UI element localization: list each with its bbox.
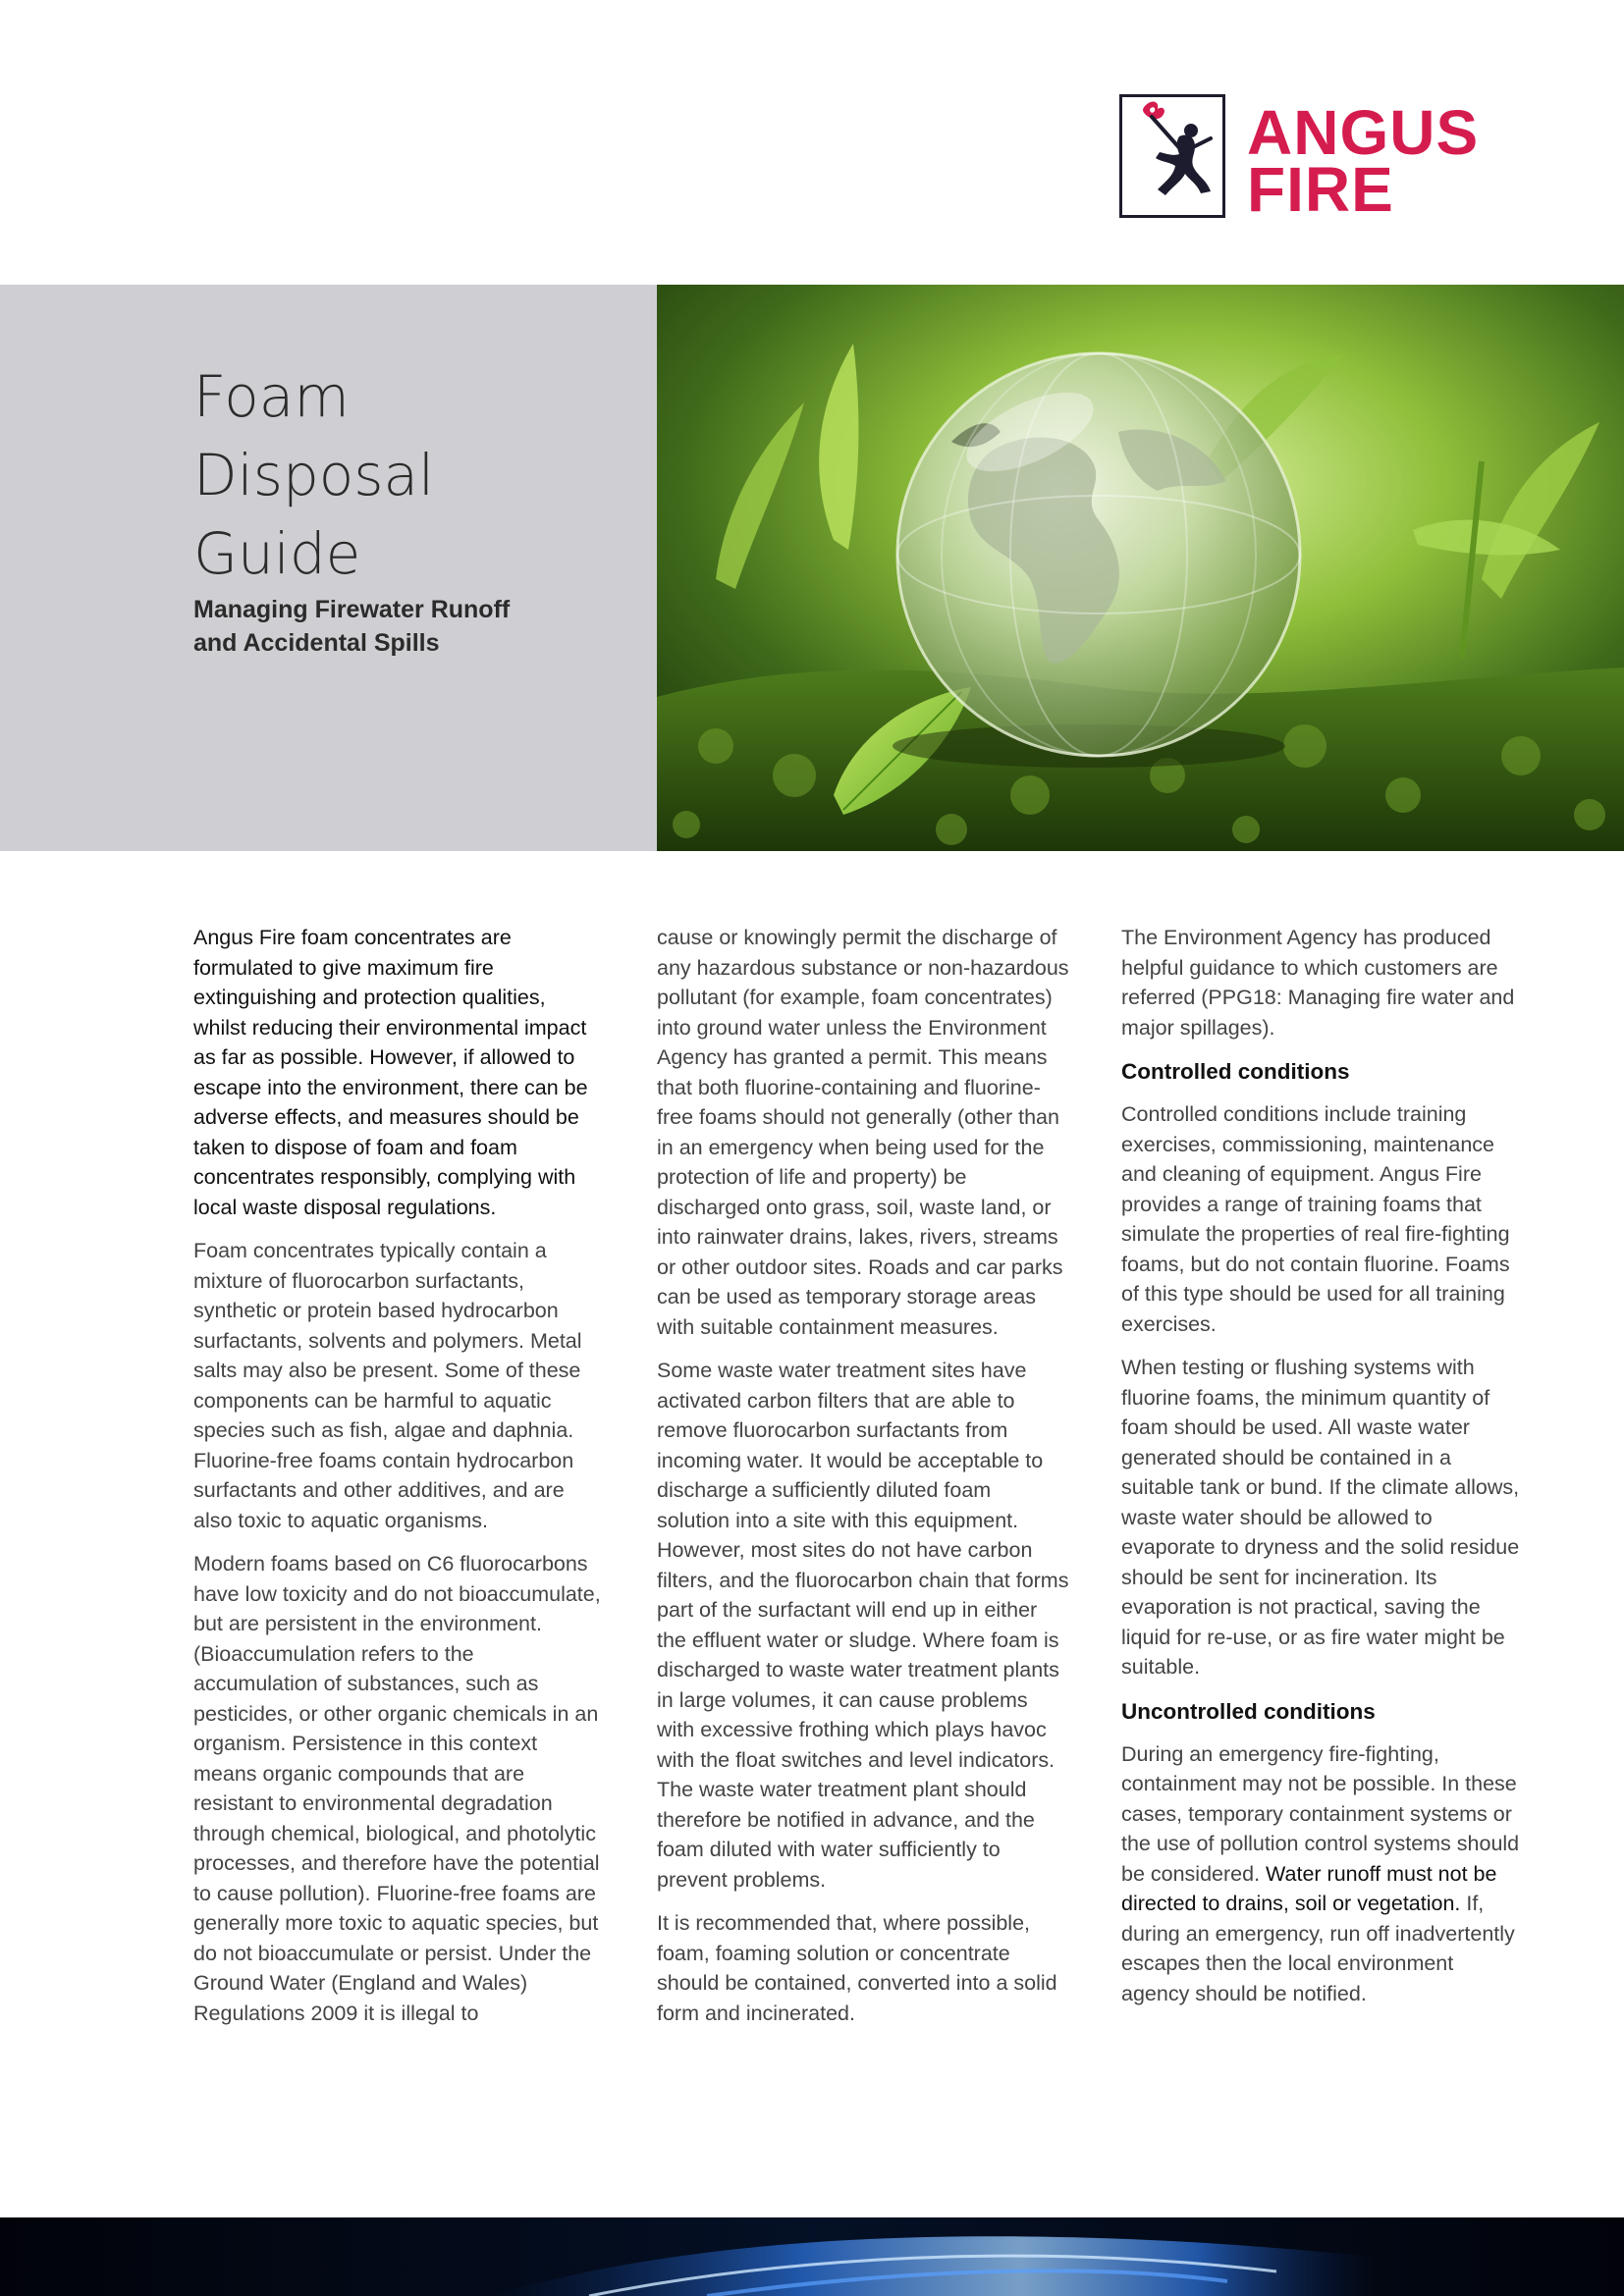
paragraph: Foam concentrates typically contain a mixture of fluorocarbon surfactants, synthetic or protein based hydrocarbon surfactants, solvents and polymers. Metal salts may also be present. Some of these components can be harmful to aquatic species such as fish, algae and daphnia. Fluorine-free foams contain hydrocarbon surfactants and other additives, and are also toxic to aquatic organisms. (193, 1239, 582, 1532)
firefighter-emblem-icon (1119, 94, 1225, 218)
paragraph: The Environment Agency has produced helpful guidance to which customers are referred (PPG18: Managing fire water and major spillages). (1121, 926, 1515, 1040)
text-column-1 (193, 923, 604, 2042)
page-title (193, 357, 625, 593)
logo-wordmark (1247, 97, 1480, 225)
logo-line-angus: ANGUS (1247, 97, 1480, 168)
glass-globe-photo (657, 285, 1624, 851)
paragraph-text: If, during an emergency, run off inadvertently escapes then the local environment agency should be notified. (1121, 1892, 1515, 2005)
title-line-3: Guide (193, 520, 361, 587)
paragraph: Some waste water treatment sites have activated carbon filters that are able to remove fluorocarbon surfactants from incoming water. It would be acceptable to discharge a sufficiently diluted foam solution into a site with this equipment. However, most sites do not have carbon filters, and the fluorocarbon chain that forms part of the surfactant will end up in either the effluent water or sludge. Where foam is discharged to waste water treatment plants in large volumes, it can cause problems with excessive frothing which plays havoc with the float switches and level indicators. The waste water treatment plant should therefore be notified in advance, and the foam diluted with water sufficiently to prevent problems. (657, 1359, 1069, 1892)
section-heading-uncontrolled: Uncontrolled conditions (1121, 1698, 1376, 1724)
emphasis-text: Water runoff must not be directed to drains, soil or vegetation. (1121, 1861, 1497, 1915)
title-line-1: Foam (193, 363, 350, 430)
footer-band (0, 2217, 1624, 2296)
paragraph (1121, 1739, 1524, 2009)
subtitle-line-2: and Accidental Spills (193, 629, 440, 657)
page-subtitle (193, 593, 625, 660)
paragraph: Modern foams based on C6 fluorocarbons have low toxicity and do not bioaccumulate, but are persistent in the environment. (Bioaccumulation refers to the accumulation of substances, such as pesticides, or other organic chemicals in an organism. Persistence in this context means organic compounds that are resistant to environmental degradation through chemical, biological, and photolytic processes, and therefore have the potential to cause pollution). Fluorine-free foams are generally more toxic to aquatic species, but do not bioaccumulate or persist. Under the Ground Water (England and Wales) Regulations 2009 it is illegal to (193, 1552, 601, 2025)
paragraph: Controlled conditions include training exercises, commissioning, maintenance and cleaning of equipment. Angus Fire provides a range of training foams that simulate the properties of real fire-fighting foams, but do not contain fluorine. Foams of this type should be used for all training exercises. (1121, 1102, 1510, 1336)
text-column-3 (1121, 923, 1524, 2022)
intro-paragraph: Angus Fire foam concentrates are formulated to give maximum fire extinguishing and protection qualities, whilst reducing their environmental impact as far as possible. However, if allowed to escape into the environment, there can be adverse effects, and measures should be taken to dispose of foam and foam concentrates responsibly, complying with local waste disposal regulations. (193, 926, 588, 1219)
angus-fire-logo (1119, 94, 1512, 225)
section-heading-controlled: Controlled conditions (1121, 1059, 1350, 1084)
paragraph: It is recommended that, where possible, foam, foaming solution or concentrate should be contained, converted into a solid form and incinerated. (657, 1911, 1057, 2025)
logo-line-fire: FIRE (1247, 154, 1394, 225)
paragraph-text: During an emergency fire-fighting, containment may not be possible. In these cases, temporary containment systems or the use of pollution control systems should be considered. (1121, 1741, 1520, 1886)
paragraph: cause or knowingly permit the discharge of any hazardous substance or non-hazardous pollutant (for example, foam concentrates) into ground water unless the Environment Agency has granted a permit. This means that both fluorine-containing and fluorine-free foams should not generally (other than in an emergency when being used for the protection of life and property) be discharged onto grass, soil, waste land, or into rainwater drains, lakes, rivers, streams or other outdoor sites. Roads and car parks can be used as temporary storage areas with suitable containment measures. (657, 926, 1069, 1339)
subtitle-line-1: Managing Firewater Runoff (193, 596, 511, 623)
text-column-2 (657, 923, 1069, 2042)
paragraph: When testing or flushing systems with fluorine foams, the minimum quantity of foam should be used. All waste water generated should be contained in a suitable tank or bund. If the climate allows, waste water should be allowed to evaporate to dryness and the solid residue should be sent for incineration. Its evaporation is not practical, saving the liquid for re-use, or as fire water might be suitable. (1121, 1356, 1520, 1679)
title-line-2: Disposal (193, 442, 435, 508)
